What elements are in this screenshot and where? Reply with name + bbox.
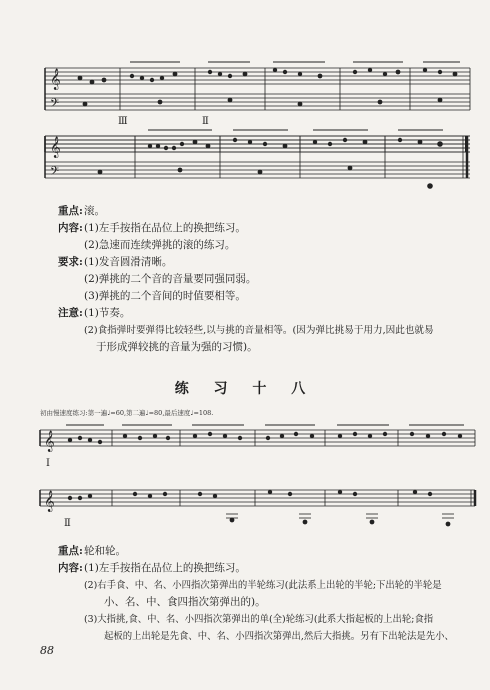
requirement-row: [58, 288, 458, 305]
content-item: (2)右手食、中、名、小四指次第弹出的半轮练习(此法系上出轮的半轮;下出轮的半轮是: [84, 580, 442, 591]
measure-numeral: Ⅰ: [46, 458, 50, 469]
svg-text:𝄢: 𝄢: [50, 97, 60, 113]
measure-numeral: Ⅱ: [64, 518, 71, 529]
music-staff-system-1b: [0, 128, 490, 198]
focus-label: 重点:: [58, 205, 83, 217]
note-row: [58, 339, 458, 356]
content-item: (3)大指挑,食、中、名、小四指次第弹出的单(全)轮练习(此系大指起板的上出轮;食指: [84, 614, 434, 625]
note-item: (1)节奏。: [84, 307, 131, 319]
content-item: 起板的上出轮是先食、中、名、小四指次第弹出,然后大指挑。另有下出轮法是先小、: [104, 631, 454, 642]
svg-text:𝄞: 𝄞: [50, 137, 61, 158]
content-item: (1)左手按指在品位上的换把练习。: [84, 222, 246, 234]
content-row: [58, 220, 458, 237]
note-row: [58, 305, 458, 322]
content-row: [58, 577, 458, 594]
note-item: 于形成弹较挑的音量为强的习惯)。: [96, 341, 258, 353]
content-item: 小、名、中、食四指次第弹出的)。: [104, 596, 266, 608]
content-label: 内容:: [58, 222, 83, 234]
content-item: (2)急速而连续弹挑的滚的练习。: [84, 239, 236, 251]
requirement-row: [58, 254, 458, 271]
content-label: 内容:: [58, 562, 83, 574]
music-staff-system-2: [0, 420, 490, 480]
measure-numeral: Ⅲ: [118, 116, 128, 127]
svg-text:𝄞: 𝄞: [44, 431, 55, 452]
music-staff-system-3: [0, 480, 490, 540]
measure-numeral: Ⅱ: [202, 116, 209, 127]
focus-value: 轮和轮。: [84, 545, 126, 557]
svg-text:𝄞: 𝄞: [44, 491, 55, 512]
requirement-item: (2)弹挑的二个音的音量要同强同弱。: [84, 273, 257, 285]
tempo-marking: 初由慢速度练习:第一遍♩=60,第二遍♩=80,最后速度♩=108.: [40, 409, 214, 417]
note-row: [58, 322, 458, 339]
content-row: [58, 237, 458, 254]
focus-label: 重点:: [58, 545, 83, 557]
focus-value: 滚。: [84, 205, 105, 217]
exercise-title: 练 习 十 八: [174, 381, 316, 397]
content-item: (1)左手按指在品位上的换把练习。: [84, 562, 246, 574]
exercise-18-notes: [58, 543, 458, 645]
content-row: [58, 628, 458, 645]
note-label: 注意:: [58, 307, 83, 319]
page-number: 88: [40, 644, 54, 657]
requirement-item: (3)弹挑的二个音间的时值要相等。: [84, 290, 246, 302]
exercise-17-notes: [58, 203, 458, 356]
svg-text:𝄢: 𝄢: [50, 165, 60, 181]
requirement-row: [58, 271, 458, 288]
note-item: (2)食指弹时要弹得比较轻些,以与挑的音量相等。(因为弹比挑易于用力,因此也就易: [84, 325, 434, 336]
content-row: [58, 611, 458, 628]
svg-text:𝄞: 𝄞: [50, 69, 61, 90]
content-row: [58, 594, 458, 611]
focus-row: [58, 543, 458, 560]
requirement-item: (1)发音圆滑清晰。: [84, 256, 173, 268]
requirement-label: 要求:: [58, 256, 83, 268]
focus-row: [58, 203, 458, 220]
content-row: [58, 560, 458, 577]
